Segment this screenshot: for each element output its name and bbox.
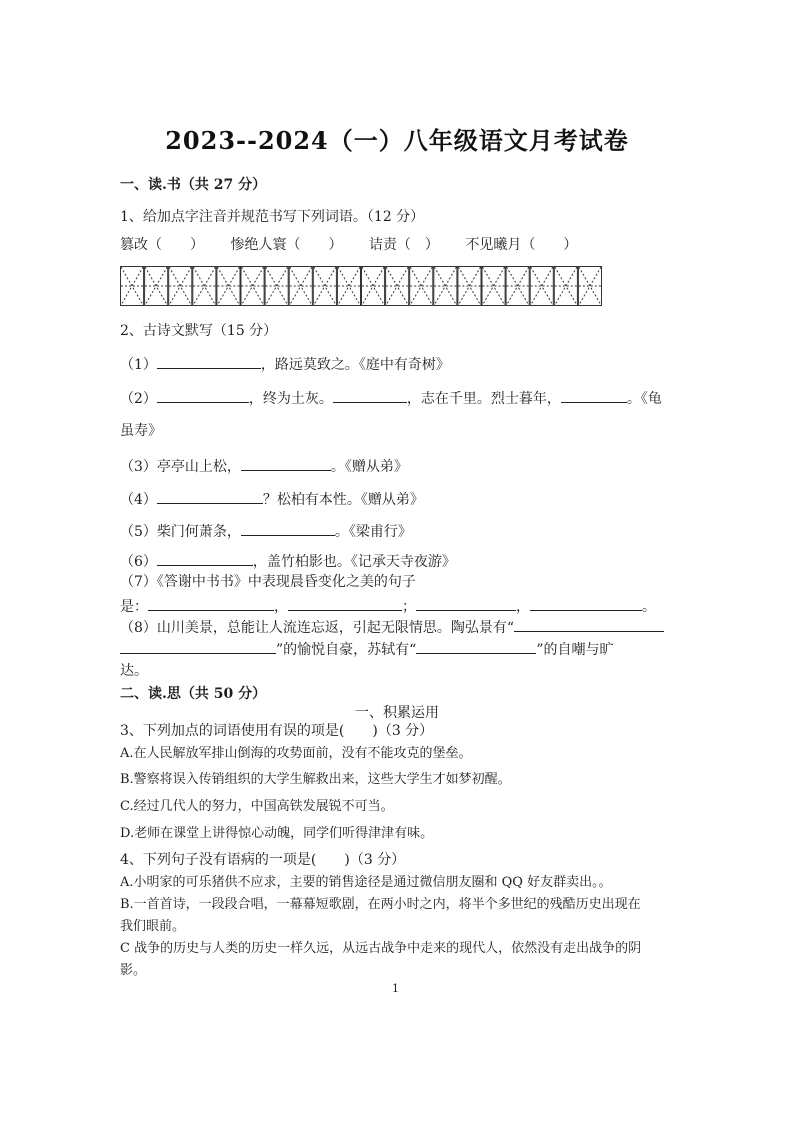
q2-l3-text: （3）亭亭山上松， bbox=[120, 459, 241, 475]
q3-stem: 3、下列加点的词语使用有误的项是( )（3 分） bbox=[120, 723, 434, 739]
answer-blank[interactable] bbox=[514, 617, 664, 632]
q2-l7-prefix: 是： bbox=[120, 599, 148, 615]
q2-l1-text: ，路远莫致之。《庭中有奇树》 bbox=[260, 357, 450, 373]
q2-l5-text: （5）柴门何萧条， bbox=[120, 524, 241, 540]
writing-grid bbox=[120, 266, 602, 306]
q2-l4-num: （4） bbox=[120, 492, 157, 508]
q2-stem: 2、古诗文默写（15 分） bbox=[120, 323, 278, 339]
punct: ， bbox=[274, 599, 288, 615]
exam-title: 2023--2024（一）八年级语文月考试卷 bbox=[165, 126, 629, 155]
q1-word-2: 惨绝人寰（ ） bbox=[230, 237, 343, 253]
q2-line-6 bbox=[120, 551, 456, 571]
answer-blank[interactable] bbox=[241, 456, 331, 471]
q1-stem: 1、给加点字注音并规范书写下列词语。（12 分） bbox=[120, 209, 425, 225]
q1-word-1: 篡改（ ） bbox=[120, 237, 204, 253]
part2-subheading: 一、积累运用 bbox=[355, 705, 439, 721]
q4-option-b: B.一首首诗，一段段合唱，一幕幕短歌剧，在两小时之内，将半个多世纪的残酷历史出现在 bbox=[120, 897, 641, 912]
q2-line-3 bbox=[120, 456, 408, 476]
page-number: 1 bbox=[392, 982, 399, 995]
q4-option-c-cont: 影。 bbox=[120, 963, 147, 978]
answer-blank[interactable] bbox=[157, 551, 253, 566]
answer-blank[interactable] bbox=[157, 388, 249, 403]
q2-l5-source: 。《梁甫行》 bbox=[334, 524, 412, 540]
q3-option-b: B.警察将误入传销组织的大学生解救出来，这些大学生才如梦初醒。 bbox=[120, 772, 511, 787]
answer-blank[interactable] bbox=[333, 388, 407, 403]
q2-l6-text: ，盖竹柏影也。《记承天寺夜游》 bbox=[252, 554, 456, 570]
q4-option-c: C 战争的历史与人类的历史一样久远，从远古战争中走来的现代人，依然没有走出战争的阴 bbox=[120, 941, 642, 956]
q2-line-2-cont: 虽寿》 bbox=[120, 423, 162, 439]
q2-l8-text-2: ”的愉悦自豪，苏轼有“ bbox=[276, 642, 417, 658]
q2-line-8-cont bbox=[120, 639, 614, 659]
q2-l2-text-3: 。《龟 bbox=[626, 391, 662, 407]
q2-l6-num: （6） bbox=[120, 554, 157, 570]
punct: 。 bbox=[642, 599, 656, 615]
part2-heading: 二、读.思（共 50 分） bbox=[120, 686, 267, 702]
q1-words bbox=[120, 236, 599, 254]
punct: ； bbox=[402, 599, 416, 615]
q2-line-7-answers bbox=[120, 596, 656, 616]
q3-option-d: D.老师在课堂上讲得惊心动魄，同学们听得津津有味。 bbox=[120, 826, 434, 841]
answer-blank[interactable] bbox=[530, 596, 642, 611]
part1-heading: 一、读.书（共 27 分） bbox=[120, 177, 267, 193]
q2-l4-text: ？松柏有本性。《赠从弟》 bbox=[262, 492, 424, 508]
q3-option-a: A.在人民解放军排山倒海的攻势面前，没有不能攻克的堡垒。 bbox=[120, 746, 472, 761]
answer-blank[interactable] bbox=[288, 596, 402, 611]
q4-option-a: A.小明家的可乐猪供不应求，主要的销售途径是通过微信朋友圈和 QQ 好友群卖出。。 bbox=[120, 875, 612, 890]
q4-stem: 4、下列句子没有语病的一项是( )（3 分） bbox=[120, 852, 406, 868]
q2-line-7: （7）《答谢中书书》中表现晨昏变化之美的句子 bbox=[120, 574, 416, 590]
q1-word-3: 诘责（ ） bbox=[368, 237, 439, 253]
answer-blank[interactable] bbox=[241, 521, 335, 536]
q2-line-5 bbox=[120, 521, 412, 541]
answer-blank[interactable] bbox=[561, 388, 627, 403]
punct: ， bbox=[516, 599, 530, 615]
q2-line-4 bbox=[120, 489, 424, 509]
q2-l1-num: （1） bbox=[120, 357, 157, 373]
answer-blank[interactable] bbox=[416, 639, 536, 654]
q1-word-4: 不见曦月（ ） bbox=[465, 237, 578, 253]
answer-blank[interactable] bbox=[157, 354, 261, 369]
q2-l8-text-1: （8）山川美景，总能让人流连忘返，引起无限情思。陶弘景有“ bbox=[120, 620, 515, 636]
q2-l3-source: 。《赠从弟》 bbox=[330, 459, 408, 475]
answer-blank[interactable] bbox=[120, 639, 276, 654]
answer-blank[interactable] bbox=[416, 596, 516, 611]
q4-option-b-cont: 我们眼前。 bbox=[120, 919, 186, 934]
q2-l2-text-1: ，终为土灰。 bbox=[248, 391, 333, 407]
answer-blank[interactable] bbox=[157, 489, 263, 504]
q2-l2-num: （2） bbox=[120, 391, 157, 407]
q2-line-8-end: 达。 bbox=[120, 663, 148, 679]
q3-option-c: C.经过几代人的努力，中国高铁发展锐不可当。 bbox=[120, 799, 394, 814]
q2-l8-text-3: ”的自嘲与旷 bbox=[536, 642, 614, 658]
q2-l2-text-2: ，志在千里。烈士暮年， bbox=[406, 391, 561, 407]
q2-line-2 bbox=[120, 388, 662, 408]
q2-line-1 bbox=[120, 354, 450, 374]
q2-line-8 bbox=[120, 617, 664, 637]
answer-blank[interactable] bbox=[148, 596, 274, 611]
